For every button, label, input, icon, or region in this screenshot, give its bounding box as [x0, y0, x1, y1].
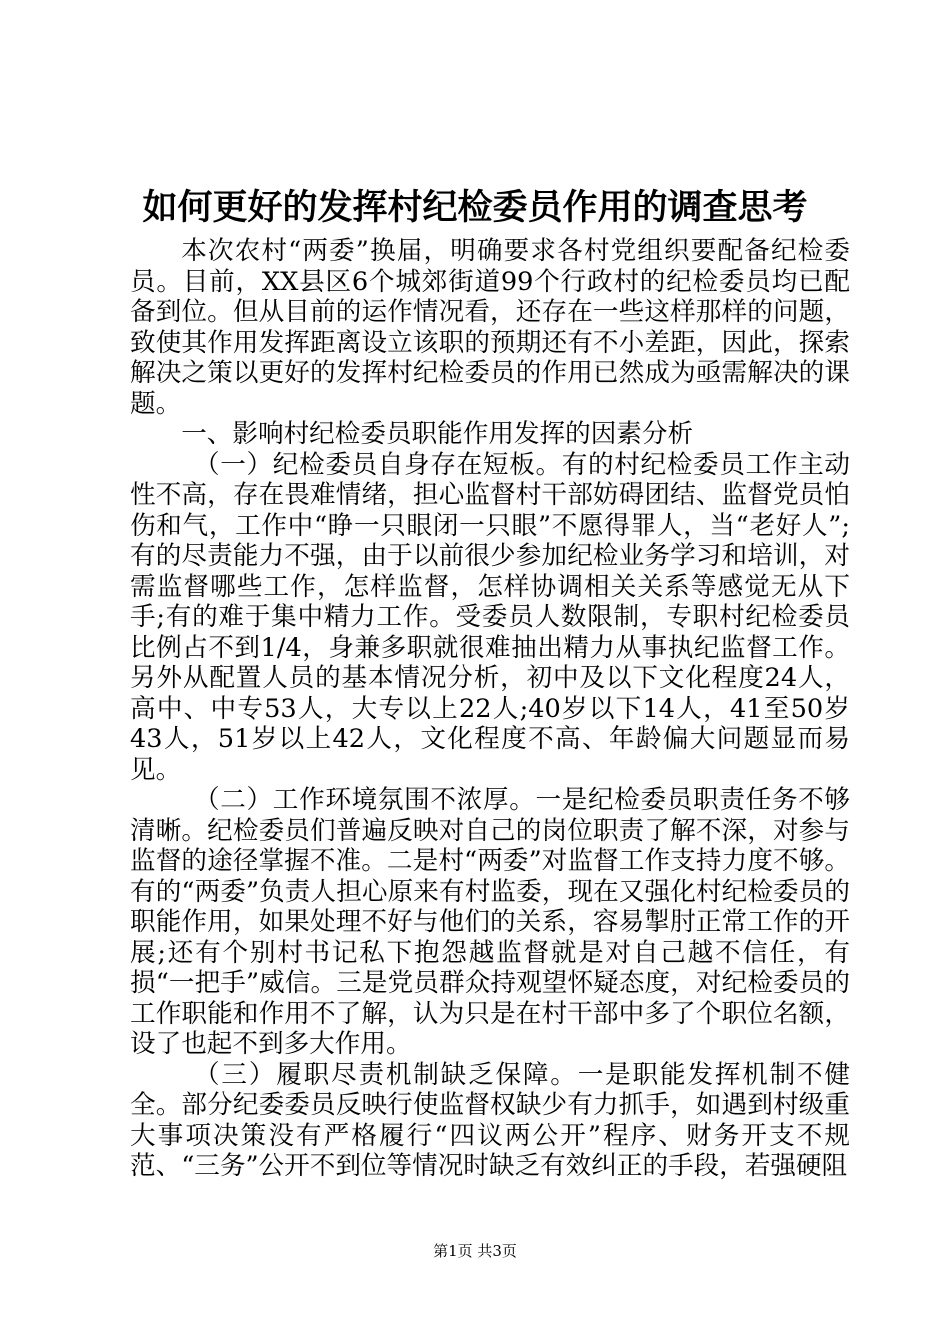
paragraph-subsection-1: （一）纪检委员自身存在短板。有的村纪检委员工作主动性不高，存在畏难情绪，担心监督村干部妨碍团结、监督党员怕伤和气，工作中“睁一只眼闭一只眼”不愿得罪人，当“老好人”;有的尽责能力不强，由于以前很少参加纪检业务学习和培训，对需监督哪些工作，怎样监督，怎样协调相关关系等感觉无从下手;有的难于集中精力工作。受委员人数限制，专职村纪检委员比例占不到1/4，身兼多职就很难抽出精力从事执纪监督工作。另外从配置人员的基本情况分析，初中及以下文化程度24人，高中、中专53人，大专以上22人;40岁以下14人，41至50岁43人，51岁以上42人，文化程度不高、年龄偏大问题显而易见。: [130, 449, 850, 785]
section-heading-1: 一、影响村纪检委员职能作用发挥的因素分析: [181, 419, 694, 449]
paragraph-subsection-3: （三）履职尽责机制缺乏保障。一是职能发挥机制不健全。部分纪委委员反映行使监督权缺少有力抓手，如遇到村级重大事项决策没有严格履行“四议两公开”程序、财务开支不规范、“三务”公开不到位等情况时缺乏有效纠正的手段，若强硬阻: [130, 1059, 850, 1181]
paragraph-subsection-2: （二）工作环境氛围不浓厚。一是纪检委员职责任务不够清晰。纪检委员们普遍反映对自己的岗位职责了解不深，对参与监督的途径掌握不准。二是村“两委”对监督工作支持力度不够。有的“两委”负责人担心原来有村监委，现在又强化村纪检委员的职能作用，如果处理不好与他们的关系，容易掣肘正常工作的开展;还有个别村书记私下抱怨越监督就是对自己越不信任，有损“一把手”威信。三是党员群众持观望怀疑态度，对纪检委员的工作职能和作用不了解，认为只是在村干部中多了个职位名额，设了也起不到多大作用。: [130, 785, 850, 1059]
page-number-footer: 第1页 共3页: [433, 1242, 517, 1260]
paragraph-intro: 本次农村“两委”换届，明确要求各村党组织要配备纪检委员。目前，XX县区6个城郊街道99个行政村的纪检委员均已配备到位。但从目前的运作情况看，还存在一些这样那样的问题，致使其作用发挥距离设立该职的预期还有不小差距，因此，探索解决之策以更好的发挥村纪检委员的作用已然成为亟需解决的课题。: [130, 236, 850, 419]
document-title: 如何更好的发挥村纪检委员作用的调查思考: [142, 187, 808, 228]
document-body: [130, 236, 850, 1182]
